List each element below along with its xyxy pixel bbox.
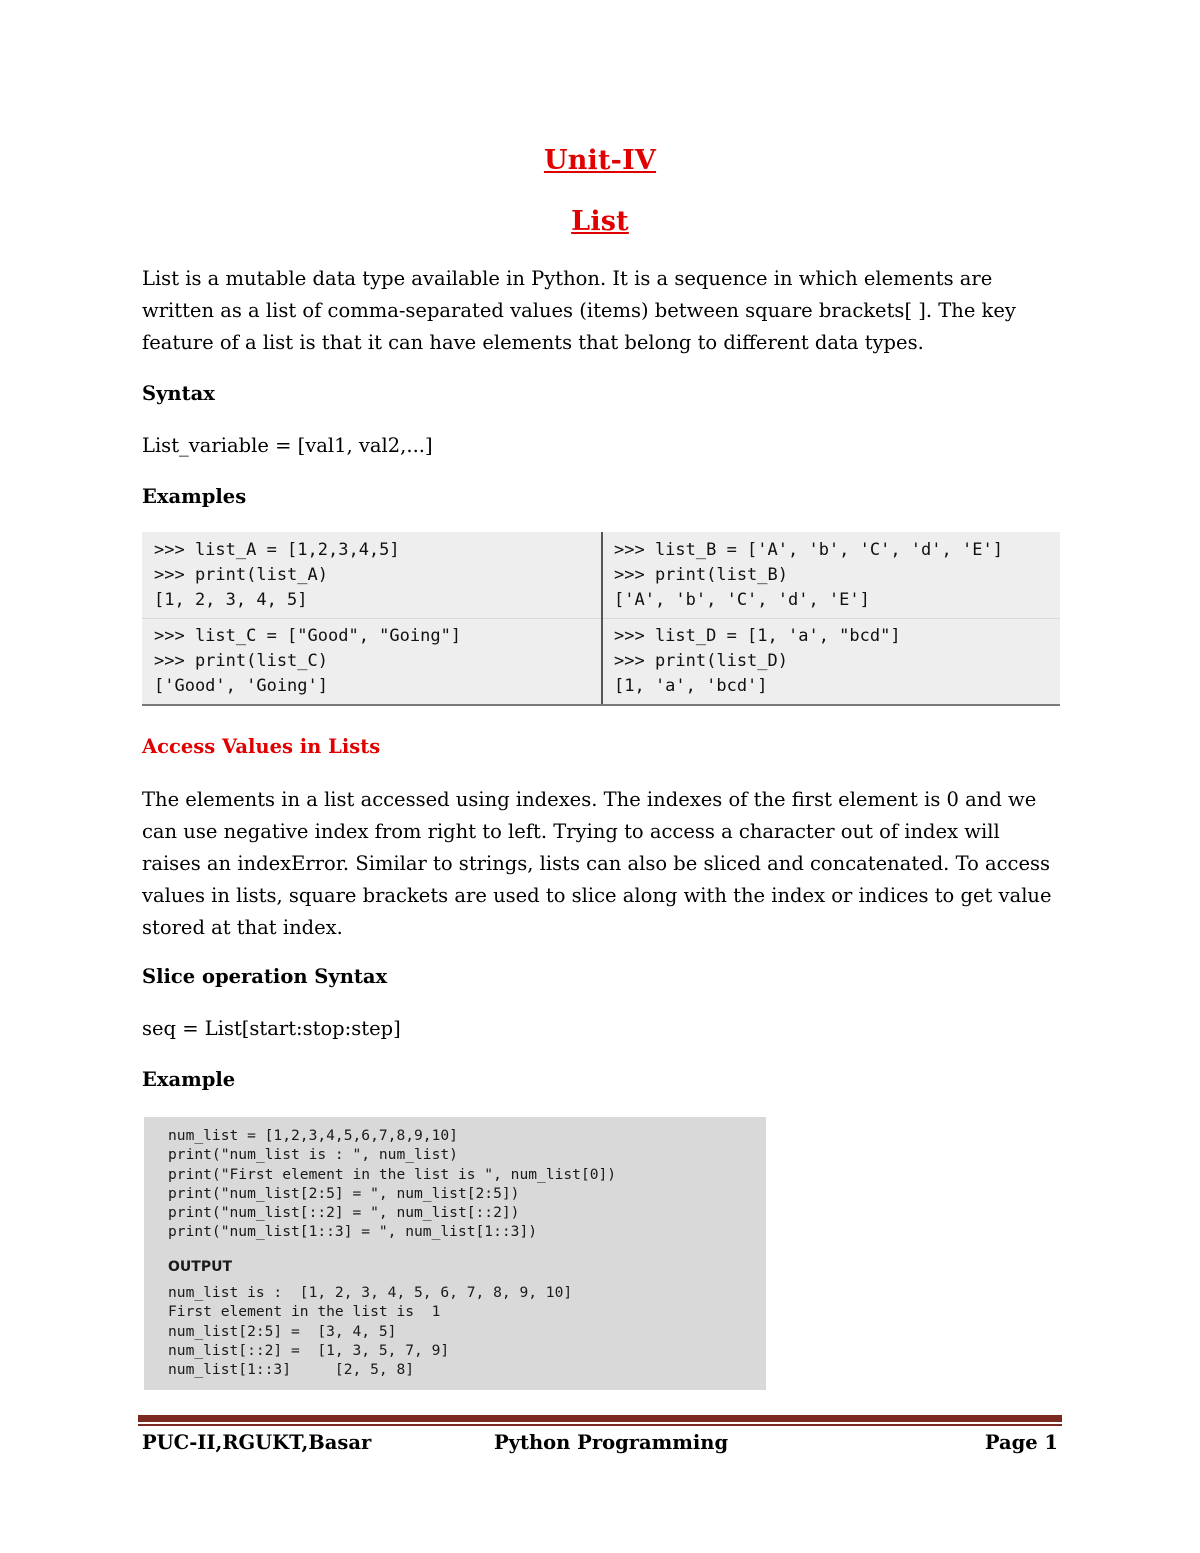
footer-left: PUC-II,RGUKT,Basar [142,1431,372,1454]
access-line: values in lists, square brackets are used to slice along with the index or indices to get value [142,884,1052,907]
footer-rule-thin [138,1424,1062,1426]
examples-heading: Examples [142,485,247,508]
example-list-c: >>> list_C = ["Good", "Going"] >>> print(list_C) ['Good', 'Going'] [154,626,462,696]
syntax-line: List_variable = [val1, val2,...] [142,434,433,457]
access-line: can use negative index from right to left. Trying to access a character out of index will [142,820,1000,843]
example-heading: Example [142,1068,236,1091]
syntax-heading: Syntax [142,382,215,405]
column-divider [601,532,603,704]
intro-paragraph [142,263,1072,359]
access-paragraph [142,784,1072,944]
access-line: The elements in a list accessed using indexes. The indexes of the first element is 0 and we [142,788,1037,811]
access-line: stored at that index. [142,916,343,939]
intro-line: List is a mutable data type available in Python. It is a sequence in which elements are [142,267,993,290]
footer-page-number: Page 1 [984,1431,1058,1454]
example-list-b: >>> list_B = ['A', 'b', 'C', 'd', 'E'] >>> print(list_B) ['A', 'b', 'C', 'd', 'E'] [614,540,1003,610]
output-block: num_list is : [1, 2, 3, 4, 5, 6, 7, 8, 9, 10] First element in the list is 1 num_list[2:5] = [3, 4, 5] num_list[::2] = [1, 3, 5, 7, 9] num_list[1::3] [2, 5, 8] [168,1284,573,1379]
example-list-a: >>> list_A = [1,2,3,4,5] >>> print(list_A) [1, 2, 3, 4, 5] [154,540,400,610]
examples-table [142,532,1060,706]
intro-line: feature of a list is that it can have elements that belong to different data types. [142,331,924,354]
footer-rule [138,1415,1062,1422]
page-title: Unit-IV [543,145,657,176]
intro-line: written as a list of comma-separated values (items) between square brackets[ ]. The key [142,299,1016,322]
example-list-d: >>> list_D = [1, 'a', "bcd"] >>> print(list_D) [1, 'a', 'bcd'] [614,626,901,696]
slice-heading: Slice operation Syntax [142,965,388,988]
code-example-box [144,1117,766,1390]
access-line: raises an indexError. Similar to strings, lists can also be sliced and concatenated. To access [142,852,1051,875]
footer-center: Python Programming [494,1431,729,1454]
access-heading: Access Values in Lists [142,735,381,758]
slice-line: seq = List[start:stop:step] [142,1017,401,1040]
output-label: OUTPUT [168,1259,232,1275]
section-title: List [571,206,629,237]
code-block: num_list = [1,2,3,4,5,6,7,8,9,10] print("num_list is : ", num_list) print("First element in the list is ", num_list[0]) print("num_list[2:5] = ", num_list[2:5]) print("num_list[::2] = ", num_list[::2]) print("num_list[1::3] = ", num_list[1::3]) [168,1127,617,1241]
